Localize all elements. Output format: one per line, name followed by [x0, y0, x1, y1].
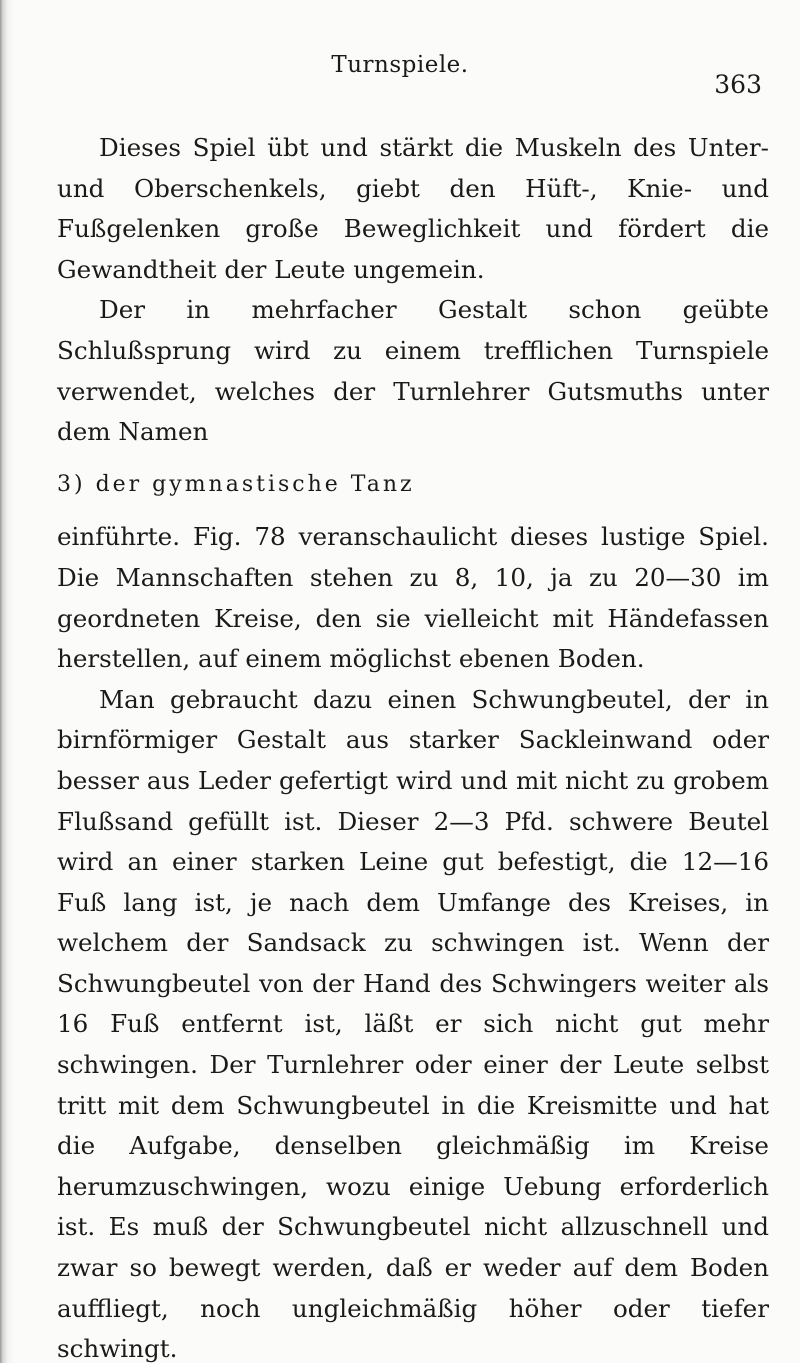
- running-title: Turnspiele.: [331, 52, 469, 78]
- body-text: [57, 128, 769, 1370]
- paragraph-introduction: einführte. Fig. 78 veranschaulicht dieses lustige Spiel. Die Mannschaften stehen zu 8, 10, ja zu 20—30 im geordneten Kreise, den sie vielleicht mit Händefassen herstellen, auf einem möglichst ebenen Boden.: [57, 522, 769, 674]
- paragraph-schlusssprung: Der in mehrfacher Gestalt schon geübte Schlußsprung wird zu einem trefflichen Turnspiele verwendet, welches der Turnlehrer Gutsmuths unter dem Namen: [57, 295, 769, 447]
- running-head: [0, 52, 800, 102]
- page-number: 363: [714, 70, 762, 99]
- paragraph-muscle-benefits: Dieses Spiel übt und stärkt die Muskeln des Unter- und Oberschenkels, giebt den Hüft-, Knie- und Fußgelenken große Beweglichkeit und fördert die Gewandtheit der Leute ungemein.: [57, 133, 769, 284]
- paragraph-schwungbeutel: Man gebraucht dazu einen Schwungbeutel, der in birnförmiger Gestalt aus starker Sackleinwand oder besser aus Leder gefertigt wird und mit nicht zu grobem Flußsand gefüllt ist. Dieser 2—3 Pfd. schwere Beutel wird an einer starken Leine gut befestigt, die 12—16 Fuß lang ist, je nach dem Umfange des Kreises, in welchem der Sandsack zu schwingen ist. Wenn der Schwungbeutel von der Hand des Schwingers weiter als 16 Fuß entfernt ist, läßt er sich nicht gut mehr schwingen. Der Turnlehrer oder einer der Leute selbst tritt mit dem Schwungbeutel in die Kreismitte und hat die Aufgabe, denselben gleichmäßig im Kreise herumzuschwingen, wozu einige Uebung erforderlich ist. Es muß der Schwungbeutel nicht allzuschnell und zwar so bewegt werden, daß er weder auf dem Boden auffliegt, noch ungleichmäßig höher oder tiefer schwingt.: [57, 684, 769, 1364]
- section-heading-gymnastic-dance: 3) der gymnastische Tanz: [57, 471, 415, 497]
- binding-gutter: [0, 0, 14, 1363]
